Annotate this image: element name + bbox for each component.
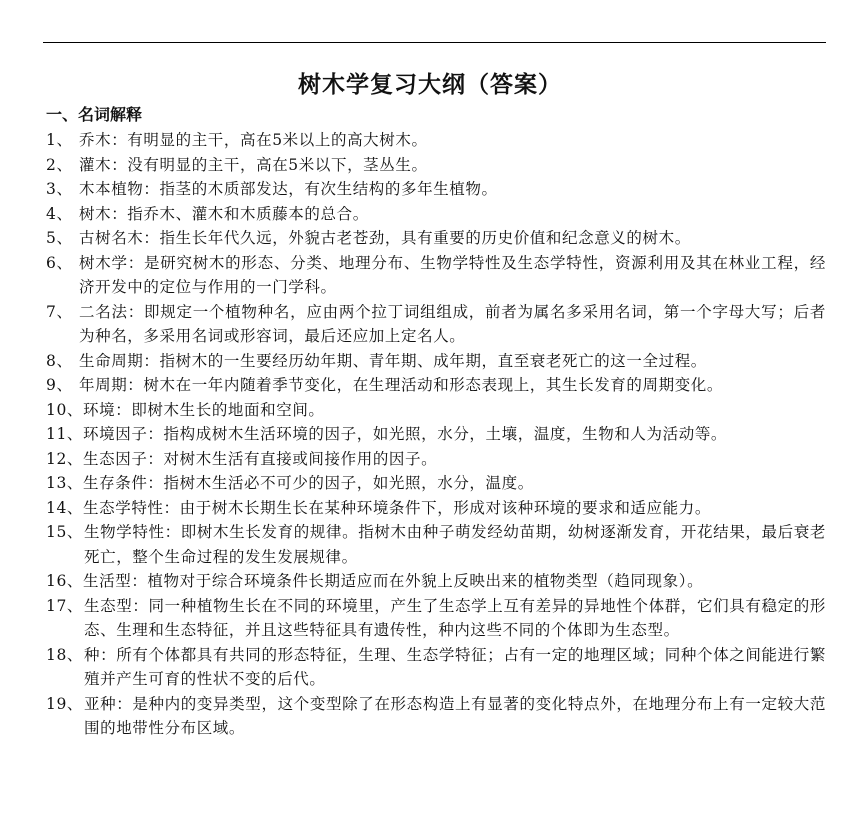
definition-item	[46, 300, 826, 349]
item-number: 3、	[46, 180, 73, 198]
definition-item	[46, 226, 826, 251]
item-text: 生态学特性：由于树木长期生长在某种环境条件下，形成对该种环境的要求和适应能力。	[83, 498, 711, 517]
item-number: 5、	[46, 229, 73, 247]
item-text: 二名法：即规定一个植物种名，应由两个拉丁词组组成，前者为属名多采用名词，第一个字母大写；后者为种名，多采用名词或形容词，最后还应加上定名人。	[79, 302, 826, 345]
item-text: 年周期：树木在一年内随着季节变化，在生理活动和形态表现上，其生长发育的周期变化。	[79, 376, 724, 394]
definition-item	[46, 398, 826, 423]
item-number: 1、	[46, 131, 73, 149]
item-text: 种：所有个体都具有共同的形态特征，生理、生态学特征；占有一定的地理区域；同种个体之间能进行繁殖并产生可育的性状不变的后代。	[84, 645, 826, 688]
item-number: 17、	[46, 596, 84, 615]
item-text: 生态型：同一种植物生长在不同的环境里，产生了生态学上互有差异的异地性个体群，它们具有稳定的形态、生理和生态特征，并且这些特征具有遗传性，种内这些不同的个体即为生态型。	[84, 596, 826, 639]
definition-item	[46, 202, 826, 227]
item-number: 10、	[46, 400, 84, 419]
item-number: 9、	[46, 376, 73, 394]
definition-item	[46, 643, 826, 692]
item-text: 古树名木：指生长年代久远，外貌古老苍劲，具有重要的历史价值和纪念意义的树木。	[79, 229, 691, 247]
definition-item	[46, 177, 826, 202]
item-number: 13、	[46, 474, 84, 492]
definition-item	[46, 447, 826, 472]
document-title: 树木学复习大纲（答案）	[298, 71, 562, 98]
item-text: 亚种：是种内的变异类型，这个变型除了在形态构造上有显著的变化特点外，在地理分布上有一定较大范围的地带性分布区域。	[84, 694, 826, 737]
item-number: 7、	[46, 302, 73, 321]
definition-item	[46, 128, 826, 153]
definition-item	[46, 251, 826, 300]
definition-item	[46, 692, 826, 741]
definition-item	[46, 520, 826, 569]
item-number: 11、	[46, 425, 84, 443]
item-number: 18、	[46, 645, 84, 664]
definition-item	[46, 496, 826, 521]
item-text: 木本植物：指茎的木质部发达，有次生结构的多年生植物。	[79, 180, 498, 198]
definition-item	[46, 373, 826, 398]
item-text: 树木：指乔木、灌木和木质藤本的总合。	[79, 204, 369, 223]
item-number: 14、	[46, 498, 84, 517]
item-number: 4、	[46, 204, 73, 223]
item-text: 环境因子：指构成树木生活环境的因子，如光照，水分，土壤，温度，生物和人为活动等。	[83, 425, 728, 443]
definition-list	[46, 128, 826, 741]
item-text: 生态因子：对树木生活有直接或间接作用的因子。	[83, 449, 438, 468]
definition-item	[46, 471, 826, 496]
definition-item	[46, 594, 826, 643]
item-text: 灌木：没有明显的主干，高在5米以下，茎丛生。	[79, 155, 428, 174]
item-text: 生命周期：指树木的一生要经历幼年期、青年期、成年期，直至衰老死亡的这一全过程。	[79, 351, 707, 370]
item-number: 15、	[46, 523, 84, 541]
definition-item	[46, 569, 826, 594]
item-number: 6、	[46, 253, 73, 272]
item-number: 12、	[46, 449, 84, 468]
item-number: 8、	[46, 351, 73, 370]
item-text: 生物学特性：即树木生长发育的规律。指树木由种子萌发经幼苗期，幼树逐渐发育，开花结果，最后衰老死亡，整个生命过程的发生发展规律。	[84, 523, 826, 566]
definition-item	[46, 153, 826, 178]
item-number: 19、	[46, 694, 84, 713]
section-heading: 一、名词解释	[46, 105, 143, 124]
item-text: 乔木：有明显的主干，高在5米以上的高大树木。	[79, 131, 428, 149]
item-number: 2、	[46, 155, 73, 174]
item-text: 环境：即树木生长的地面和空间。	[83, 400, 325, 419]
item-text: 生活型：植物对于综合环境条件长期适应而在外貌上反映出来的植物类型（趋同现象）。	[83, 572, 704, 590]
item-text: 树木学：是研究树木的形态、分类、地理分布、生物学特性及生态学特性，资源利用及其在林业工程，经济开发中的定位与作用的一门学科。	[79, 253, 826, 296]
definition-item	[46, 349, 826, 374]
item-number: 16、	[46, 572, 84, 590]
definition-item	[46, 422, 826, 447]
item-text: 生存条件：指树木生活必不可少的因子，如光照，水分，温度。	[83, 474, 534, 492]
header-rule	[43, 42, 826, 43]
